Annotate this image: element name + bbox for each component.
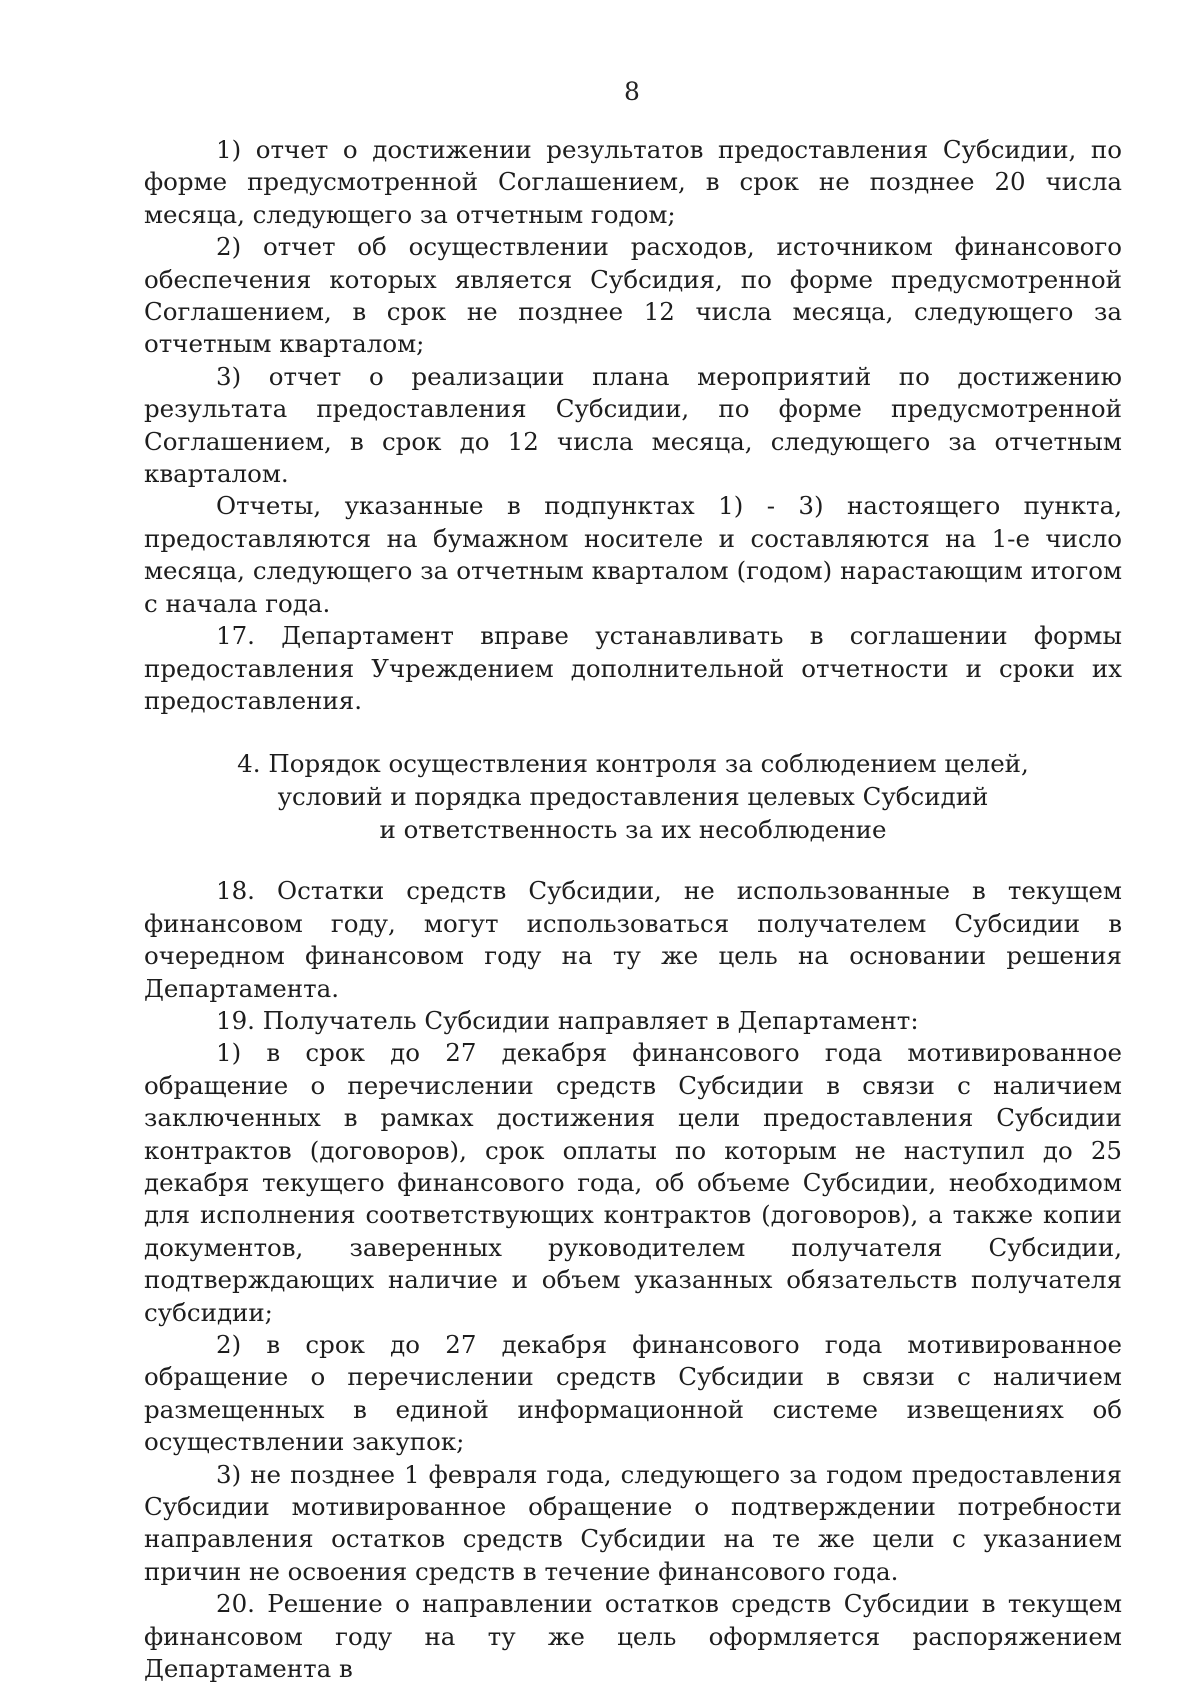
- document-body: [144, 134, 1122, 1685]
- paragraph-clause-19: 19. Получатель Субсидии направляет в Департамент:: [216, 1005, 919, 1035]
- paragraph-clause-19-item-3: 3) не позднее 1 февраля года, следующего за годом предоставления Субсидии мотивированное обращение о подтверждении потребности направления остатков средств Субсидии на те же цели с указанием причин не освоения средств в течение финансового года.: [144, 1459, 1122, 1586]
- section-heading-line-2: условий и порядка предоставления целевых Субсидий: [277, 782, 989, 812]
- paragraph-report-expenses: 2) отчет об осуществлении расходов, источником финансового обеспечения которых является Субсидия, по форме предусмотренной Соглашением, в срок не позднее 12 числа месяца, следующего за отчетным кварталом;: [144, 232, 1122, 359]
- paragraph-clause-19-item-1: 1) в срок до 27 декабря финансового года мотивированное обращение о перечислении средств Субсидии в связи с наличием заключенных в рамках достижения цели предоставления Субсидии контрактов (договоров), срок оплаты по которым не наступил до 25 декабря текущего финансового года, об объеме Субсидии, необходимом для исполнения соответствующих контрактов (договоров), а также копии документов, заверенных руководителем получателя Субсидии, подтверждающих наличие и объем указанных обязательств получателя субсидии;: [144, 1038, 1122, 1327]
- paragraph-reports-submission: Отчеты, указанные в подпунктах 1) - 3) настоящего пункта, предоставляются на бумажном носителе и составляются на 1-е число месяца, следующего за отчетным кварталом (годом) нарастающим итогом с начала года.: [144, 491, 1122, 618]
- paragraph-clause-20: 20. Решение о направлении остатков средств Субсидии в текущем финансовом году на ту же цель оформляется распоряжением Департамента в: [144, 1589, 1122, 1684]
- paragraph-report-results: 1) отчет о достижении результатов предоставления Субсидии, по форме предусмотренной Соглашением, в срок не позднее 20 числа месяца, следующего за отчетным годом;: [144, 135, 1122, 229]
- paragraph-report-plan: 3) отчет о реализации плана мероприятий по достижению результата предоставления Субсидии, по форме предусмотренной Соглашением, в срок до 12 числа месяца, следующего за отчетным кварталом.: [144, 361, 1122, 489]
- paragraph-clause-17: 17. Департамент вправе устанавливать в соглашении формы предоставления Учреждением дополнительной отчетности и сроки их предоставления.: [144, 621, 1122, 715]
- section-heading-line-1: 4. Порядок осуществления контроля за соблюдением целей,: [237, 749, 1029, 779]
- paragraph-clause-19-item-2: 2) в срок до 27 декабря финансового года мотивированное обращение о перечислении средств Субсидии в связи с наличием размещенных в единой информационной системе извещениях об осуществлении закупок;: [144, 1330, 1122, 1457]
- page-number: 8: [624, 77, 640, 106]
- paragraph-clause-18: 18. Остатки средств Субсидии, не использованные в текущем финансовом году, могут использоваться получателем Субсидии в очередном финансовом году на ту же цель на основании решения Департамента.: [144, 876, 1122, 1003]
- section-heading-line-3: и ответственность за их несоблюдение: [379, 815, 887, 845]
- section-heading: [144, 747, 1122, 846]
